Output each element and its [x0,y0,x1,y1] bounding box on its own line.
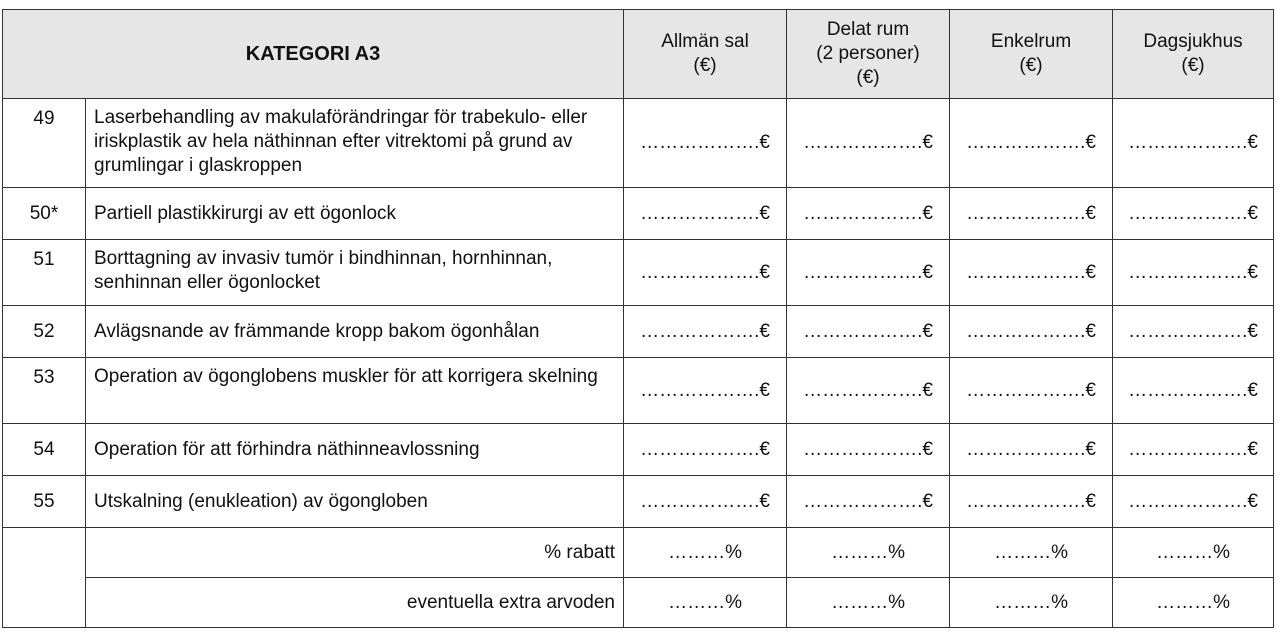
price-field[interactable]: ……………….€ [950,424,1113,476]
price-field[interactable]: ……………….€ [950,476,1113,528]
price-field[interactable]: ……………….€ [950,240,1113,306]
row-description: Laserbehandling av makulaförändringar för trabekulo- eller iriskplastik av hela näthinnan efter vitrektomi på grund av grumlingar i glaskroppen [86,99,624,188]
row-number: 49 [3,99,86,188]
percent-field[interactable]: ………% [1113,578,1274,628]
footer-row-rabatt [3,528,1274,578]
price-table [2,9,1274,628]
price-field[interactable]: ……………….€ [624,476,787,528]
percent-field[interactable]: ………% [950,578,1113,628]
price-field[interactable]: ……………….€ [1113,424,1274,476]
price-field[interactable]: ……………….€ [787,306,950,358]
price-field[interactable]: ……………….€ [787,358,950,424]
table-row [3,476,1274,528]
col-header-allman-sal: Allmän sal (€) [624,10,787,99]
header-row [3,10,1274,99]
price-field[interactable]: ……………….€ [787,476,950,528]
row-description: Operation av ögonglobens muskler för att korrigera skelning [86,358,624,424]
row-number: 55 [3,476,86,528]
percent-field[interactable]: ………% [624,528,787,578]
rabatt-label: % rabatt [86,528,624,578]
price-field[interactable]: ……………….€ [1113,476,1274,528]
col-header-delat-rum: Delat rum (2 personer) (€) [787,10,950,99]
row-description: Borttagning av invasiv tumör i bindhinnan, hornhinnan, senhinnan eller ögonlocket [86,240,624,306]
row-description: Partiell plastikkirurgi av ett ögonlock [86,188,624,240]
table-row [3,240,1274,306]
col-header-dagsjukhus: Dagsjukhus (€) [1113,10,1274,99]
table-row [3,358,1274,424]
price-field[interactable]: ……………….€ [624,306,787,358]
price-field[interactable]: ……………….€ [787,99,950,188]
percent-field[interactable]: ………% [950,528,1113,578]
col-header-enkelrum: Enkelrum (€) [950,10,1113,99]
footer-row-extra-arvoden [3,578,1274,628]
price-field[interactable]: ……………….€ [787,240,950,306]
percent-field[interactable]: ………% [1113,528,1274,578]
price-field[interactable]: ……………….€ [624,358,787,424]
price-field[interactable]: ……………….€ [1113,240,1274,306]
price-field[interactable]: ……………….€ [624,424,787,476]
price-field[interactable]: ……………….€ [950,306,1113,358]
row-number: 54 [3,424,86,476]
table-row [3,99,1274,188]
price-field[interactable]: ……………….€ [950,188,1113,240]
row-number: 50* [3,188,86,240]
price-field[interactable]: ……………….€ [950,99,1113,188]
price-field[interactable]: ……………….€ [1113,306,1274,358]
row-description: Operation för att förhindra näthinneavlossning [86,424,624,476]
category-title: KATEGORI A3 [3,10,624,99]
row-number: 52 [3,306,86,358]
percent-field[interactable]: ………% [624,578,787,628]
row-number: 51 [3,240,86,306]
price-field[interactable]: ……………….€ [624,240,787,306]
price-field[interactable]: ……………….€ [1113,358,1274,424]
price-field[interactable]: ……………….€ [624,99,787,188]
extra-arvoden-label: eventuella extra arvoden [86,578,624,628]
price-field[interactable]: ……………….€ [787,188,950,240]
price-field[interactable]: ……………….€ [950,358,1113,424]
price-field[interactable]: ……………….€ [624,188,787,240]
table-row [3,306,1274,358]
empty-cell [3,528,86,578]
row-number: 53 [3,358,86,424]
percent-field[interactable]: ………% [787,578,950,628]
empty-cell [3,578,86,628]
price-field[interactable]: ……………….€ [787,424,950,476]
price-field[interactable]: ……………….€ [1113,99,1274,188]
table-row [3,188,1274,240]
row-description: Utskalning (enukleation) av ögongloben [86,476,624,528]
table-row [3,424,1274,476]
row-description: Avlägsnande av främmande kropp bakom ögonhålan [86,306,624,358]
price-field[interactable]: ……………….€ [1113,188,1274,240]
percent-field[interactable]: ………% [787,528,950,578]
